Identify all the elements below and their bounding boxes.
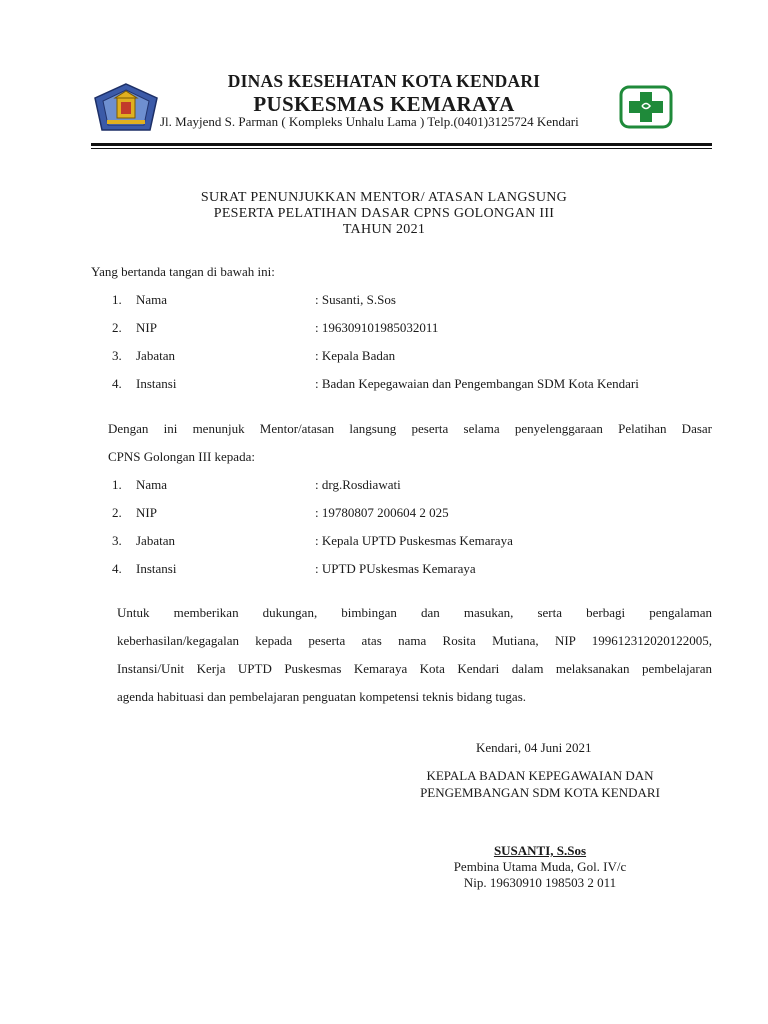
field-number: 4. <box>112 376 122 391</box>
field-value: : 19780807 200604 2 025 <box>315 505 449 520</box>
purpose-paragraph-line1: Untuk memberikan dukungan, bimbingan dan masukan, serta berbagi pengalaman <box>117 605 712 620</box>
field-label: Jabatan <box>136 348 175 363</box>
purpose-paragraph-line3: Instansi/Unit Kerja UPTD Puskesmas Kemaraya Kota Kendari dalam melaksanakan pembelajaran <box>117 661 712 676</box>
letterhead-divider-thick <box>91 143 712 146</box>
field-label: Jabatan <box>136 533 175 548</box>
field-number: 1. <box>112 292 122 307</box>
letter-title-line1: SURAT PENUNJUKKAN MENTOR/ ATASAN LANGSUNG <box>200 190 568 205</box>
letter-title-line3: TAHUN 2021 <box>342 222 426 237</box>
field-label: Instansi <box>136 376 177 391</box>
signer-position-line1: KEPALA BADAN KEPEGAWAIAN DAN <box>426 768 654 783</box>
institution-address: Jl. Mayjend S. Parman ( Kompleks Unhalu Lama ) Telp.(0401)3125724 Kendari <box>160 114 579 129</box>
field-label: Instansi <box>136 561 177 576</box>
purpose-paragraph-line4: agenda habituasi dan pembelajaran penguatan kompetensi teknis bidang tugas. <box>117 689 527 704</box>
signer-name: SUSANTI, S.Sos <box>493 843 587 858</box>
field-value: : drg.Rosdiawati <box>315 477 401 492</box>
field-value: : Susanti, S.Sos <box>315 292 396 307</box>
field-number: 2. <box>112 505 122 520</box>
field-number: 1. <box>112 477 122 492</box>
signer-position-line2: PENGEMBANGAN SDM KOTA KENDARI <box>420 785 660 800</box>
agency-name: DINAS KESEHATAN KOTA KENDARI <box>227 71 541 91</box>
letter-title-line2: PESERTA PELATIHAN DASAR CPNS GOLONGAN III <box>213 206 555 221</box>
place-date: Kendari, 04 Juni 2021 <box>476 740 592 755</box>
field-value: : Kepala UPTD Puskesmas Kemaraya <box>315 533 513 548</box>
field-label: Nama <box>136 292 168 307</box>
field-label: Nama <box>136 477 168 492</box>
field-number: 3. <box>112 348 122 363</box>
institution-name: PUSKESMAS KEMARAYA <box>253 92 515 116</box>
field-value: : Badan Kepegawaian dan Pengembangan SDM Kota Kendari <box>315 376 639 391</box>
field-number: 4. <box>112 561 122 576</box>
appoint-paragraph-line2: CPNS Golongan III kepada: <box>108 449 255 464</box>
field-number: 3. <box>112 533 122 548</box>
field-value: : UPTD PUskesmas Kemaraya <box>315 561 476 576</box>
field-value: : 196309101985032011 <box>315 320 439 335</box>
field-label: NIP <box>136 320 157 335</box>
intro-text: Yang bertanda tangan di bawah ini: <box>91 264 275 279</box>
letterhead-divider-thin <box>91 148 712 149</box>
appoint-paragraph-line1: Dengan ini menunjuk Mentor/atasan langsung peserta selama penyelenggaraan Pelatihan Dasar <box>108 421 712 436</box>
field-label: NIP <box>136 505 157 520</box>
signer-nip: Nip. 19630910 198503 2 011 <box>463 875 617 890</box>
field-value: : Kepala Badan <box>315 348 396 363</box>
purpose-paragraph-line2: keberhasilan/kegagalan kepada peserta atas nama Rosita Mutiana, NIP 199612312020122005, <box>117 633 712 648</box>
field-number: 2. <box>112 320 122 335</box>
signer-rank: Pembina Utama Muda, Gol. IV/c <box>453 859 627 874</box>
